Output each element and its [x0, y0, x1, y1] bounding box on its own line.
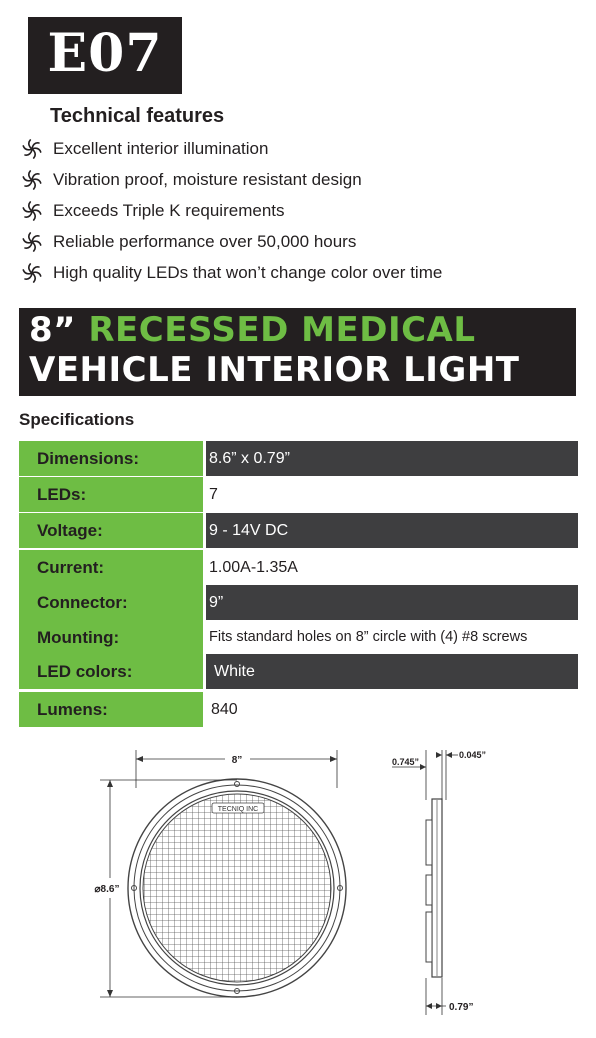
spec-value: 9 - 14V DC — [206, 513, 578, 548]
spec-label: LED colors: — [19, 654, 203, 689]
diameter-label: ⌀8.6” — [94, 884, 120, 895]
feature-text: Vibration proof, moisture resistant design — [53, 170, 362, 189]
product-code: E07 — [47, 23, 163, 84]
pinwheel-icon — [22, 139, 42, 159]
spec-row-mounting — [19, 620, 578, 655]
feature-item — [22, 230, 356, 254]
spec-row-dimensions — [19, 441, 578, 476]
specifications-title: Specifications — [19, 410, 135, 429]
pinwheel-icon — [22, 201, 42, 221]
spec-label: Voltage: — [19, 513, 203, 548]
product-banner — [19, 308, 576, 396]
features-title: Technical features — [50, 105, 225, 127]
feature-text: Reliable performance over 50,000 hours — [53, 232, 357, 251]
front-view — [95, 750, 346, 997]
spec-row-lumens — [19, 692, 578, 727]
width-label: 8” — [231, 755, 243, 766]
spec-row-voltage — [19, 513, 578, 548]
spec-value: 840 — [206, 692, 578, 727]
banner-line-2: VEHICLE INTERIOR LIGHT — [29, 350, 520, 390]
feature-text: High quality LEDs that won’t change color over time — [53, 263, 443, 282]
spec-label: Lumens: — [19, 692, 203, 727]
spec-value: Fits standard holes on 8” circle with (4) #8 screws — [206, 620, 578, 655]
feature-item — [22, 137, 268, 161]
depth-total-label: 0.79” — [449, 1002, 474, 1013]
spec-label: Connector: — [19, 585, 203, 620]
depth-left-label: 0.745” — [392, 757, 420, 767]
feature-item — [22, 199, 285, 223]
feature-item — [22, 168, 362, 192]
spec-label: LEDs: — [19, 477, 203, 512]
technical-drawing — [0, 740, 596, 1030]
side-view — [392, 750, 486, 1015]
spec-label: Mounting: — [19, 620, 203, 655]
spec-row-led-colors — [19, 654, 578, 689]
pinwheel-icon — [22, 232, 42, 252]
spec-row-current — [19, 550, 578, 585]
banner-highlight: RECESSED MEDICAL — [88, 310, 476, 350]
product-code-box — [28, 17, 182, 94]
spec-value: 1.00A-1.35A — [206, 550, 578, 585]
spec-row-leds — [19, 477, 578, 512]
banner-line-1 — [29, 310, 476, 350]
feature-item — [22, 261, 442, 285]
spec-row-connector — [19, 585, 578, 620]
depth-right-label: 0.045” — [459, 750, 487, 760]
spec-value: 7 — [206, 477, 578, 512]
pinwheel-icon — [22, 263, 42, 283]
feature-text: Exceeds Triple K requirements — [53, 201, 285, 220]
spec-value: 9” — [206, 585, 578, 620]
spec-label: Dimensions: — [19, 441, 203, 476]
feature-text: Excellent interior illumination — [53, 139, 269, 158]
brand-label: TECNIQ INC — [217, 806, 259, 813]
banner-size: 8” — [29, 310, 77, 350]
spec-value: White — [206, 654, 578, 689]
pinwheel-icon — [22, 170, 42, 190]
spec-label: Current: — [19, 550, 203, 585]
spec-value: 8.6” x 0.79” — [206, 441, 578, 476]
